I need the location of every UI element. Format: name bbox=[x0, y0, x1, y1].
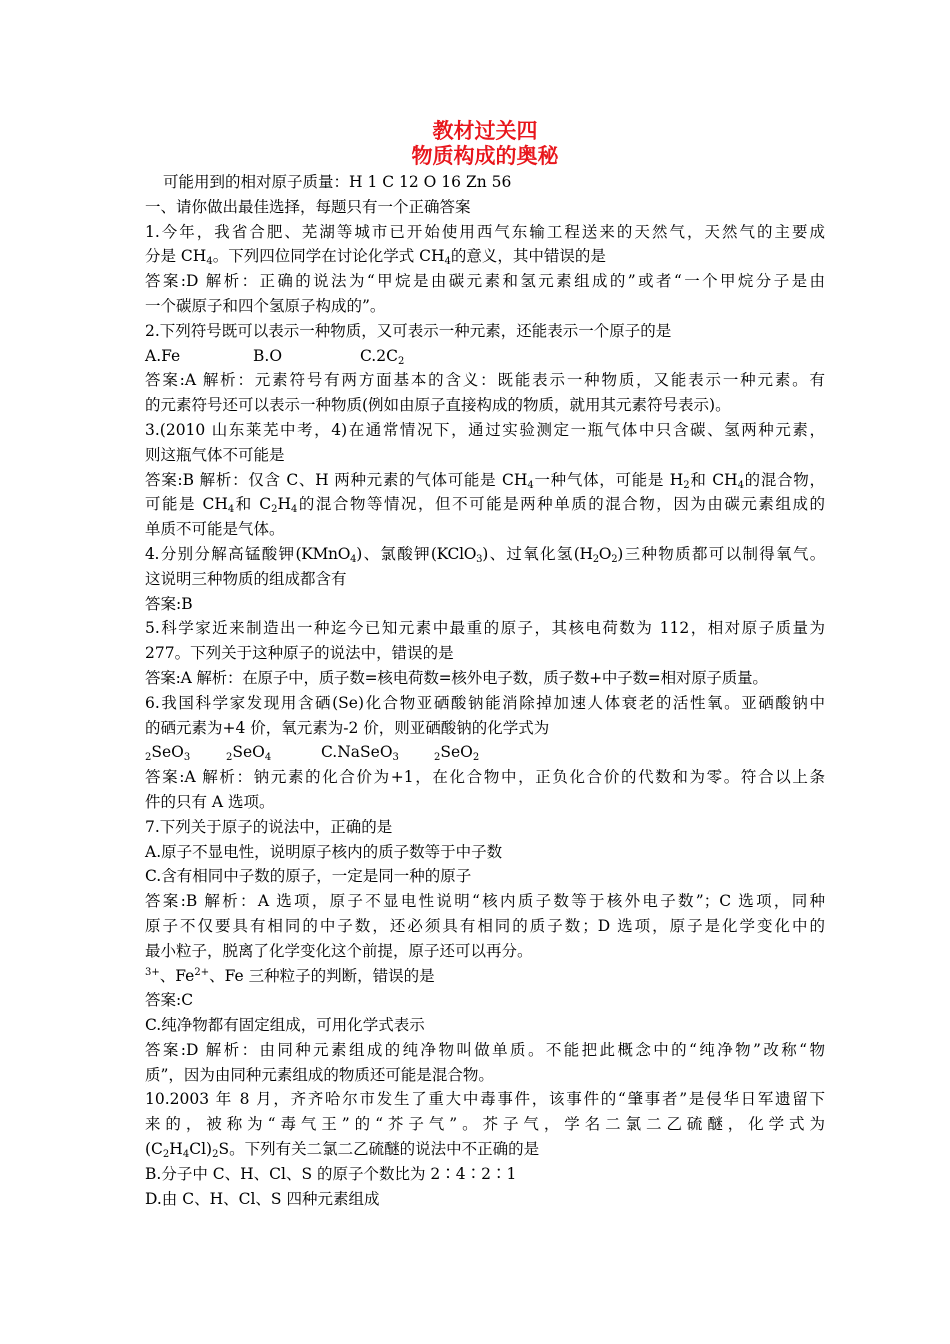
question-1-line-2: 分是 $CH_4$。下列四位同学在讨论化学式 $CH_4$的意义，其中错误的是 bbox=[145, 247, 606, 268]
option-a: A.Fe bbox=[145, 346, 181, 365]
question-10-line-3: $(C_2H_4Cl)_2S$。下列有关二氯二乙硫醚的说法中不正确的是 bbox=[145, 1140, 540, 1161]
document-subtitle: 物质构成的奥秘 bbox=[411, 143, 559, 168]
answer-4: 答案:B bbox=[145, 594, 193, 613]
question-10-option-d: D.由 C、H、Cl、S 四种元素组成 bbox=[145, 1189, 380, 1208]
option-c: C.NaSeO$_3$ bbox=[321, 743, 399, 764]
question-7-option-a: A.原子不显电性，说明原子核内的质子数等于中子数 bbox=[145, 842, 503, 861]
question-7-line-1: 7.下列关于原子的说法中，正确的是 bbox=[145, 817, 393, 836]
document-page bbox=[145, 118, 825, 1211]
question-3-line-2: 则这瓶气体不可能是 bbox=[145, 445, 285, 464]
answer-1-line-1: 答案:D 解析：正确的说法为“甲烷是由碳元素和氢元素组成的”或者“一个甲烷分子是由 bbox=[145, 272, 825, 291]
question-8-line-1: $^{3+}$、$Fe^{2+}$、Fe 三种粒子的判断，错误的是 bbox=[145, 966, 435, 985]
answer-2-line-1: 答案:A 解析：元素符号有两方面基本的含义：既能表示一种物质，又能表示一种元素。有 bbox=[145, 371, 825, 390]
question-2-options bbox=[145, 344, 825, 369]
question-10-line-2: 来的，被称为“毒气王”的“芥子气”。芥子气，学名二氯二乙硫醚，化学式为 bbox=[145, 1115, 825, 1134]
question-6-options bbox=[145, 740, 825, 765]
answer-7-line-1: 答案:B 解析：A 选项，原子不显电性说明“核内质子数等于核外电子数”；C 选项，同种 bbox=[145, 892, 825, 911]
question-10-option-b: B.分子中 C、H、Cl、S 的原子个数比为 2∶4∶2∶1 bbox=[145, 1164, 517, 1183]
option-d: $_2$SeO$_2$ bbox=[434, 743, 480, 764]
question-1-line-1: 1.今年，我省合肥、芜湖等城市已开始使用西气东输工程送来的天然气，天然气的主要成 bbox=[145, 222, 825, 241]
option-a: $_2$SeO$_3$ bbox=[145, 743, 191, 764]
option-c: $C.2C_2$ bbox=[360, 346, 405, 367]
document-title: 教材过关四 bbox=[432, 118, 538, 143]
answer-9-line-2: 质”，因为由同种元素组成的物质还可能是混合物。 bbox=[145, 1065, 494, 1084]
answer-1-line-2: 一个碳原子和四个氢原子构成的”。 bbox=[145, 296, 386, 315]
answer-3-line-2: 可能是 $CH_4$和 $C_2H_4$的混合物等情况，但不可能是两种单质的混合物，因为由碳元素组成的 bbox=[145, 495, 825, 516]
question-6-line-1: 6.我国科学家发现用含硒(Se)化合物亚硒酸钠能消除掉加速人体衰老的活性氧。亚硒酸钠中 bbox=[145, 693, 825, 712]
question-10-line-1: 10.2003 年 8 月，齐齐哈尔市发生了重大中毒事件，该事件的“肇事者”是侵华日军遗留下 bbox=[145, 1090, 825, 1109]
question-3-line-1: 3.(2010 山东莱芜中考，4)在通常情况下，通过实验测定一瓶气体中只含碳、氢两种元素， bbox=[145, 420, 825, 439]
option-b: B.O bbox=[253, 346, 283, 365]
question-4-line-2: 这说明三种物质的组成都含有 bbox=[145, 569, 347, 588]
question-9-option-c: C.纯净物都有固定组成，可用化学式表示 bbox=[145, 1016, 425, 1035]
answer-6-line-1: 答案:A 解析：钠元素的化合价为+1，在化合物中，正负化合价的代数和为零。符合以上条 bbox=[145, 768, 825, 787]
answer-7-line-3: 最小粒子，脱离了化学变化这个前提，原子还可以再分。 bbox=[145, 941, 533, 960]
answer-3-line-1: 答案:B 解析：仅含 C、H 两种元素的气体可能是 $CH_4$一种气体，可能是 $H_2$和 $CH_4$的混合物， bbox=[145, 470, 825, 491]
question-6-line-2: 的硒元素为+4 价，氧元素为-2 价，则亚硒酸钠的化学式为 bbox=[145, 718, 550, 737]
answer-2-line-2: 的元素符号还可以表示一种物质(例如由原子直接构成的物质，就用其元素符号表示)。 bbox=[145, 396, 731, 415]
answer-3-line-3: 单质不可能是气体。 bbox=[145, 520, 285, 539]
question-7-option-c: C.含有相同中子数的原子，一定是同一种的原子 bbox=[145, 867, 472, 886]
answer-5: 答案:A 解析：在原子中，质子数=核电荷数=核外电子数，质子数+中子数=相对原子质量。 bbox=[145, 668, 768, 687]
answer-7-line-2: 原子不仅要具有相同的中子数，还必须具有相同的质子数；D 选项，原子是化学变化中的 bbox=[145, 916, 825, 935]
atomic-mass-line: 可能用到的相对原子质量：H 1 C 12 O 16 Zn 56 bbox=[163, 173, 512, 191]
answer-9-line-1: 答案:D 解析：由同种元素组成的纯净物叫做单质。不能把此概念中的“纯净物”改称“物 bbox=[145, 1040, 825, 1059]
question-2-line-1: 2.下列符号既可以表示一种物质，又可表示一种元素，还能表示一个原子的是 bbox=[145, 321, 672, 340]
answer-6-line-2: 件的只有 A 选项。 bbox=[145, 792, 275, 811]
question-5-line-1: 5.科学家近来制造出一种迄今已知元素中最重的原子，其核电荷数为 112，相对原子质量为 bbox=[145, 619, 825, 638]
question-4-line-1: 4.分别分解高锰酸钾(KMnO$_4$)、氯酸钾(KClO$_3$)、过氧化氢$(H_2O_2)$三种物质都可以制得氧气。 bbox=[145, 544, 825, 565]
answer-8: 答案:C bbox=[145, 991, 194, 1010]
section-heading: 一、请你做出最佳选择，每题只有一个正确答案 bbox=[145, 197, 471, 216]
option-b: $_2$SeO$_4$ bbox=[226, 743, 272, 764]
question-5-line-2: 277。下列关于这种原子的说法中，错误的是 bbox=[145, 644, 454, 663]
